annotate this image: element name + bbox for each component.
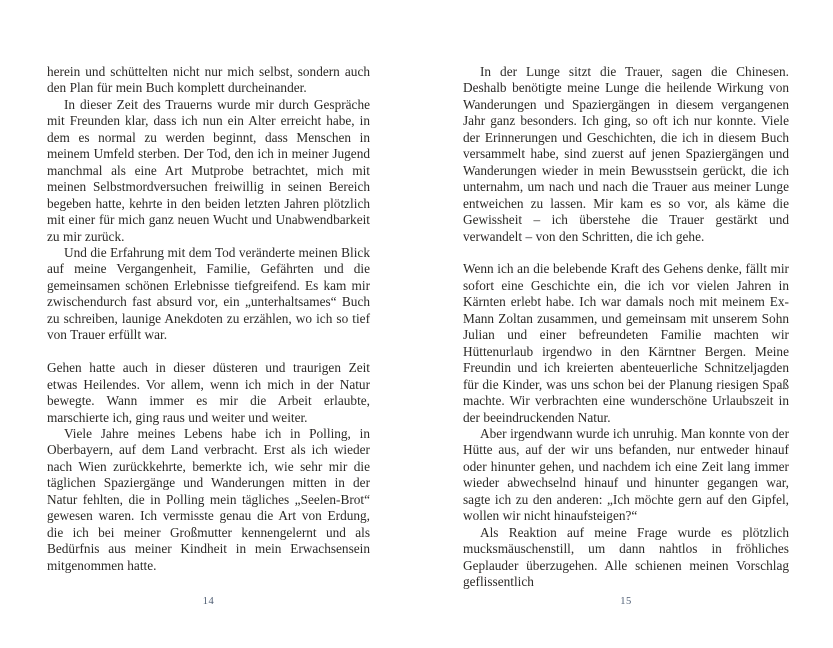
paragraph: Aber irgendwann wurde ich unruhig. Man konnte von der Hütte aus, auf der wir uns befanden, nur entweder hinauf oder hinunter gehen, und nachdem ich eine Zeit lang immer wieder abwechselnd hinauf und hinunter gegangen war, sagte ich zu den anderen: „Ich möchte gern auf den Gipfel, wollen wir nicht hinaufsteigen?“	[463, 425, 789, 524]
paragraph: Als Reaktion auf meine Frage wurde es plötzlich mucksmäuschenstill, um dann nahtlos in fröhliches Geplauder überzugehen. Alle schienen meinen Vorschlag geflissentlich	[463, 524, 789, 590]
paragraph: Gehen hatte auch in dieser düsteren und traurigen Zeit etwas Heilendes. Vor allem, wenn ich mich in der Natur bewegte. Wann immer es mir die Arbeit erlaubte, marschierte ich, ging raus und weiter und weiter.	[47, 360, 370, 425]
right-page-text-block	[463, 64, 789, 590]
left-page-text-block	[47, 64, 370, 574]
paragraph: In der Lunge sitzt die Trauer, sagen die Chinesen. Deshalb benötigte meine Lunge die heilende Wirkung von Wanderungen und Spaziergängen in diesem vergangenen Jahr ganz besonders. Ich ging, so oft ich nur konnte. Viele der Erinnerungen und Geschichten, die ich in diesem Buch versammelt habe, sind zuerst auf jenen Spaziergängen und Wanderungen wieder in mein Bewusstsein gerückt, die ich unternahm, um nach und nach die Trauer aus meiner Lunge entweichen zu lassen. Mir kam es so vor, als käme die Gewissheit – ich überstehe die Trauer gestärkt und verwandelt – von den Schritten, die ich gehe.	[463, 64, 789, 244]
paragraph: Und die Erfahrung mit dem Tod veränderte meinen Blick auf meine Vergangenheit, Familie, Gefährten und die gemeinsamen schönen Erlebnisse tiefgreifend. Es kam mir zwischendurch fast absurd vor, ein „unterhaltsames“ Buch zu schreiben, launige Anekdoten zu erzählen, wo ich so tief von Trauer erfüllt war.	[47, 244, 370, 343]
paragraph: In dieser Zeit des Trauerns wurde mir durch Gespräche mit Freunden klar, dass ich nun ein Alter erreicht habe, in dem es normal zu werden beginnt, dass Menschen in meinem Umfeld sterben. Der Tod, den ich in meiner Jugend manchmal als eine Art Mutprobe betrachtet, mich mit meinen Selbstmordversuchen freiwillig in seinen Bereich begeben hatte, kehrte in den beiden letzten Jahren plötzlich mit einer für mich ganz neuen Wucht und Unabwendbarkeit zu mir zurück.	[47, 96, 370, 244]
right-page-number: 15	[620, 596, 632, 607]
paragraph: herein und schüttelten nicht nur mich selbst, sondern auch den Plan für mein Buch komplett durcheinander.	[47, 64, 370, 96]
paragraph: Viele Jahre meines Lebens habe ich in Polling, in Oberbayern, auf dem Land verbracht. Erst als ich wieder nach Wien zurückkehrte, bemerkte ich, wie sehr mir die täglichen Spaziergänge und Wanderungen mitten in der Natur fehlten, die in Polling mein tägliches „Seelen-Brot“ gewesen waren. Ich vermisste genau die Art von Erdung, die ich bei meiner Großmutter kennengelernt und als Bedürfnis aus meiner Kindheit in mein Erwachsensein mitgenommen hatte.	[47, 425, 370, 573]
left-page-number: 14	[202, 596, 215, 607]
paragraph: Wenn ich an die belebende Kraft des Gehens denke, fällt mir sofort eine Geschichte ein, die ich vor vielen Jahren in Kärnten erlebt habe. Ich war damals noch mit meinem Ex-Mann Zoltan zusammen, und gemeinsam mit unserem Sohn Julian und einer befreundeten Familie machten wir Hüttenurlaub irgendwo in den Kärntner Bergen. Meine Freundin und ich kreierten abenteuerliche Schnitzeljagden für die Kinder, was uns schon bei der Planung riesigen Spaß machte. Wir verbrachten eine wunderschöne Urlaubszeit in der beeindruckenden Natur.	[463, 261, 789, 425]
